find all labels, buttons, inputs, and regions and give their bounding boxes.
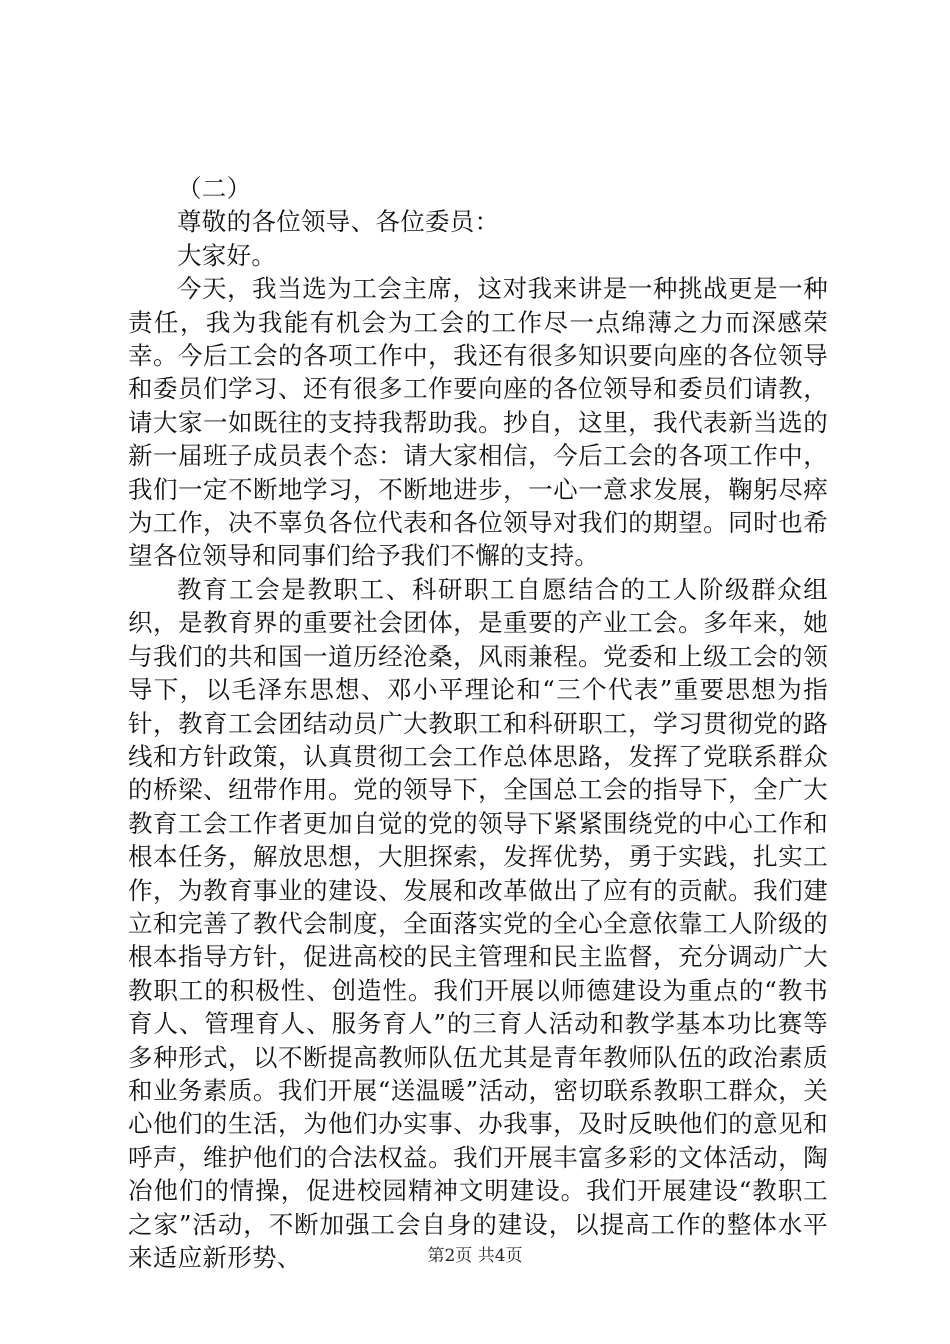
paragraph-1: 今天，我当选为工会主席，这对我来讲是一种挑战更是一种责任，我为我能有机会为工会的工作尽一点绵薄之力而深感荣幸。今后工会的各项工作中，我还有很多知识要向座的各位领导和委员们学习、还有很多工作要向座的各位领导和委员们请教，请大家一如既往的支持我帮助我。抄自，这里，我代表新当选的新一届班子成员表个态：请大家相信，今后工会的各项工作中，我们一定不断地学习，不断地进步，一心一意求发展，鞠躬尽瘁为工作，决不辜负各位代表和各位领导对我们的期望。同时也希望各位领导和同事们给予我们不懈的支持。 bbox=[128, 274, 828, 571]
greeting: 大家好。 bbox=[177, 240, 277, 270]
salutation: 尊敬的各位领导、各位委员： bbox=[177, 207, 500, 237]
document-body bbox=[128, 172, 828, 1274]
paragraph-2: 教育工会是教职工、科研职工自愿结合的工人阶级群众组织，是教育界的重要社会团体，是重要的产业工会。多年来，她与我们的共和国一道历经沧桑，风雨兼程。党委和上级工会的领导下，以毛泽东思想、邓小平理论和“三个代表”重要思想为指针，教育工会团结动员广大教职工和科研职工，学习贯彻党的路线和方针政策，认真贯彻工会工作总体思路，发挥了党联系群众的桥梁、纽带作用。党的领导下，全国总工会的指导下，全广大教育工会工作者更加自觉的党的领导下紧紧围绕党的中心工作和根本任务，解放思想，大胆探索，发挥优势，勇于实践，扎实工作，为教育事业的建设、发展和改革做出了应有的贡献。我们建立和完善了教代会制度，全面落实党的全心全意依靠工人阶级的根本指导方针，促进高校的民主管理和民主监督，充分调动广大教职工的积极性、创造性。我们开展以师德建设为重点的“教书育人、管理育人、服务育人”的三育人活动和教学基本功比赛等多种形式，以不断提高教师队伍尤其是青年教师队伍的政治素质和业务素质。我们开展“送温暖”活动，密切联系教职工群众，关心他们的生活，为他们办实事、办我事，及时反映他们的意见和呼声，维护他们的合法权益。我们开展丰富多彩的文体活动，陶冶他们的情操，促进校园精神文明建设。我们开展建设“教职工之家”活动，不断加强工会自身的建设，以提高工作的整体水平来适应新形势、 bbox=[128, 574, 829, 1272]
page-number: 第2页 共4页 bbox=[427, 1246, 523, 1266]
section-marker: （二） bbox=[177, 174, 252, 203]
